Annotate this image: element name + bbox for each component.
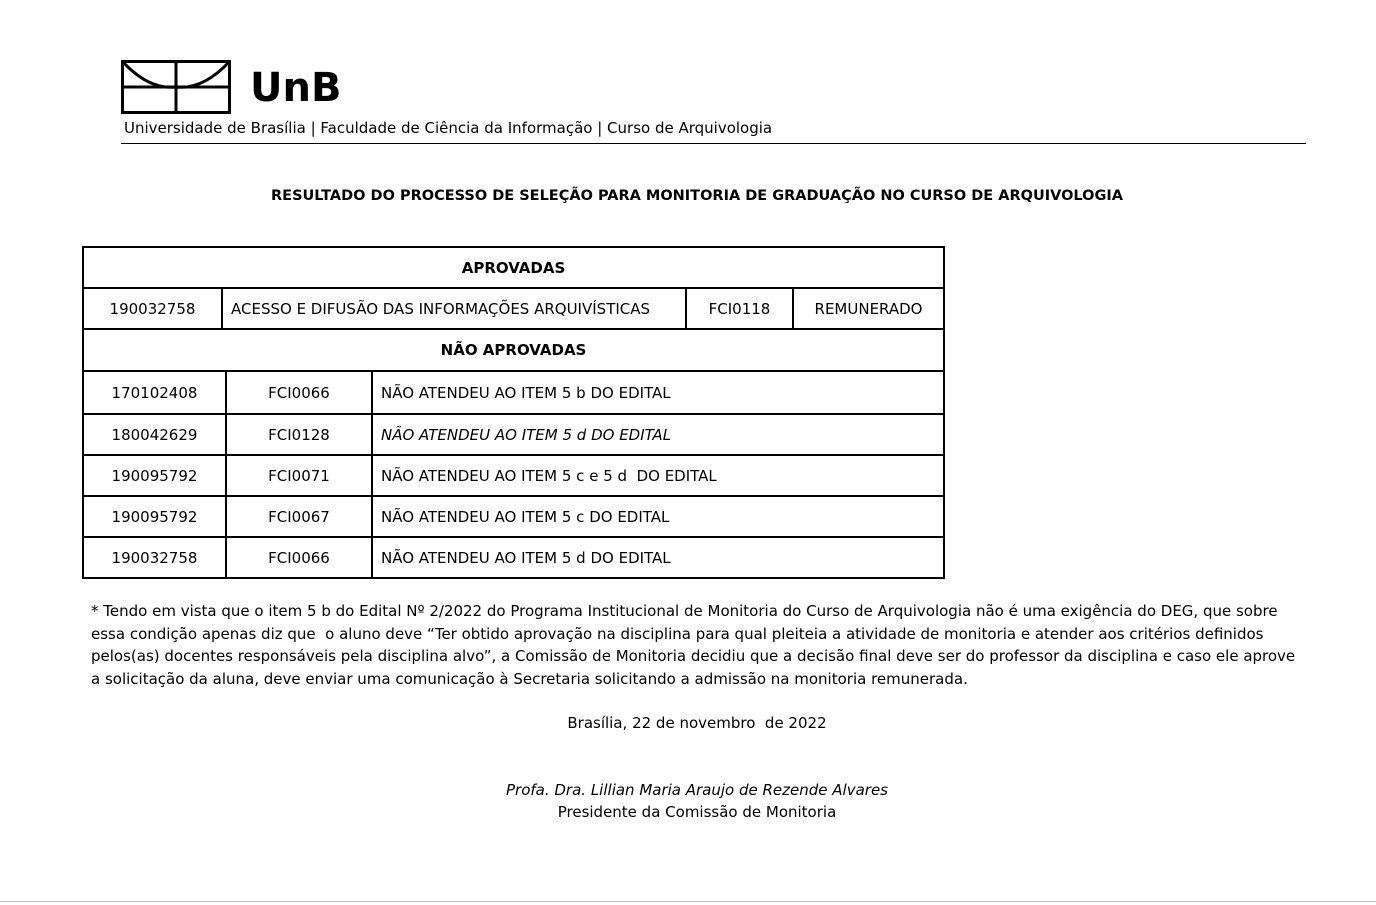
matricula-cell: 170102408 bbox=[83, 371, 226, 414]
section-heading-row bbox=[83, 329, 944, 371]
unb-logo-icon bbox=[121, 60, 231, 114]
matricula-cell: 180042629 bbox=[83, 414, 226, 455]
table-row bbox=[83, 414, 944, 455]
modalidade-cell: REMUNERADO bbox=[793, 288, 944, 329]
matricula-cell: 190032758 bbox=[83, 288, 222, 329]
table-row bbox=[83, 537, 944, 578]
signature-name: Profa. Dra. Lillian Maria Araujo de Rezende Alvares bbox=[505, 781, 888, 799]
disciplina-cell: ACESSO E DIFUSÃO DAS INFORMAÇÕES ARQUIVÍSTICAS bbox=[222, 288, 686, 329]
table-row bbox=[83, 288, 944, 329]
codigo-cell: FCI0066 bbox=[226, 371, 372, 414]
logo-text: UnB bbox=[250, 65, 342, 111]
approved-table bbox=[82, 246, 945, 330]
codigo-cell: FCI0067 bbox=[226, 496, 372, 537]
codigo-cell: FCI0118 bbox=[686, 288, 793, 329]
header-divider bbox=[121, 143, 1306, 144]
codigo-cell: FCI0066 bbox=[226, 537, 372, 578]
motivo-cell: NÃO ATENDEU AO ITEM 5 d DO EDITAL bbox=[372, 414, 944, 455]
not-approved-heading: NÃO APROVADAS bbox=[83, 329, 944, 371]
approved-heading: APROVADAS bbox=[83, 247, 944, 288]
section-heading-row bbox=[83, 247, 944, 288]
signature-role: Presidente da Comissão de Monitoria bbox=[557, 803, 837, 821]
motivo-cell: NÃO ATENDEU AO ITEM 5 d DO EDITAL bbox=[372, 537, 944, 578]
page-bottom-edge bbox=[0, 901, 1376, 902]
motivo-cell: NÃO ATENDEU AO ITEM 5 c e 5 d DO EDITAL bbox=[372, 455, 944, 496]
affiliation-line: Universidade de Brasília | Faculdade de Ciência da Informação | Curso de Arquivologia bbox=[124, 119, 773, 137]
matricula-cell: 190095792 bbox=[83, 455, 226, 496]
codigo-cell: FCI0128 bbox=[226, 414, 372, 455]
motivo-cell: NÃO ATENDEU AO ITEM 5 c DO EDITAL bbox=[372, 496, 944, 537]
matricula-cell: 190032758 bbox=[83, 537, 226, 578]
document-date: Brasília, 22 de novembro de 2022 bbox=[567, 714, 827, 732]
matricula-cell: 190095792 bbox=[83, 496, 226, 537]
codigo-cell: FCI0071 bbox=[226, 455, 372, 496]
table-row bbox=[83, 496, 944, 537]
table-row bbox=[83, 455, 944, 496]
motivo-cell: NÃO ATENDEU AO ITEM 5 b DO EDITAL bbox=[372, 371, 944, 414]
document-title: RESULTADO DO PROCESSO DE SELEÇÃO PARA MONITORIA DE GRADUAÇÃO NO CURSO DE ARQUIVOLOGIA bbox=[271, 188, 1123, 204]
footnote-paragraph: * Tendo em vista que o item 5 b do Edital Nº 2/2022 do Programa Institucional de Monitoria do Curso de Arquivologia não é uma exigência do DEG, que sobre essa condição apenas diz que o aluno deve “Ter obtido aprovação na disciplina para qual pleiteia a atividade de monitoria e atender aos critérios definidos pelos(as) docentes responsáveis pela disciplina alvo”, a Comissão de Monitoria decidiu que a decisão final deve ser do professor da disciplina e caso ele aprove a solicitação da aluna, deve enviar uma comunicação à Secretaria solicitando a admissão na monitoria remunerada. bbox=[91, 602, 1300, 688]
not-approved-table bbox=[82, 328, 945, 579]
table-row bbox=[83, 371, 944, 414]
